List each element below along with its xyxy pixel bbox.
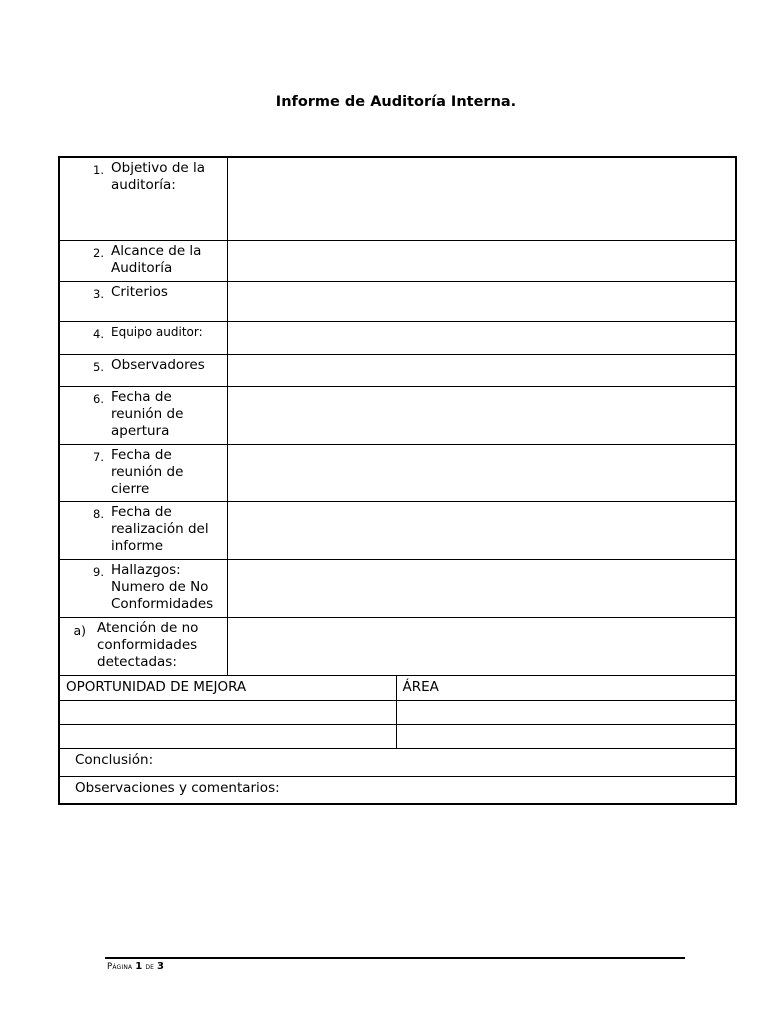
page-total: 3: [157, 961, 165, 972]
field-label: [59, 617, 227, 675]
field-label: [59, 559, 227, 617]
field-label: [59, 321, 227, 354]
atencion-field[interactable]: [227, 617, 736, 675]
oportunidad-field[interactable]: [59, 700, 396, 724]
oportunidad-field[interactable]: [59, 724, 396, 748]
page-word: Página: [107, 962, 133, 972]
conclusion-field[interactable]: [59, 748, 736, 776]
improvement-row: [59, 724, 736, 748]
item-number: 6.: [93, 391, 104, 406]
item-label: Fecha de realización del informe: [111, 503, 209, 554]
observations-field[interactable]: [59, 776, 736, 804]
item-label: Equipo auditor:: [111, 324, 203, 339]
equipo-field[interactable]: [227, 321, 736, 354]
hallazgos-field[interactable]: [227, 559, 736, 617]
form-row-atencion: [59, 617, 736, 675]
field-label: [59, 354, 227, 386]
objetivo-field[interactable]: [227, 157, 736, 240]
conclusion-label: Conclusión:: [75, 751, 154, 768]
form-row-cierre: [59, 444, 736, 501]
area-header: ÁREA: [396, 675, 736, 700]
item-number: 4.: [93, 326, 104, 341]
field-label: [59, 281, 227, 321]
form-row-hallazgos: [59, 559, 736, 617]
field-label: [59, 444, 227, 501]
item-number: 3.: [93, 286, 104, 301]
area-field[interactable]: [396, 724, 736, 748]
item-label: Hallazgos: Numero de No Conformidades: [111, 561, 214, 612]
form-row-objetivo: [59, 157, 736, 240]
form-row-alcance: [59, 240, 736, 281]
item-number: 9.: [93, 564, 104, 579]
item-label: Fecha de reunión de apertura: [111, 388, 184, 439]
audit-report-form: [58, 156, 737, 805]
item-letter: a): [73, 622, 86, 638]
field-label: [59, 386, 227, 444]
item-number: 7.: [93, 449, 104, 464]
item-label: Observadores: [111, 356, 205, 373]
form-row-observadores: [59, 354, 736, 386]
of-word: de: [145, 962, 155, 972]
improvement-header-row: [59, 675, 736, 700]
alcance-field[interactable]: [227, 240, 736, 281]
form-row-apertura: [59, 386, 736, 444]
item-number: 5.: [93, 359, 104, 374]
page-footer: [107, 961, 164, 972]
item-label: Alcance de la Auditoría: [111, 242, 202, 276]
item-number: 1.: [93, 163, 104, 177]
field-label: [59, 501, 227, 559]
item-number: 8.: [93, 506, 104, 521]
page-number: 1: [135, 961, 143, 972]
observations-label: Observaciones y comentarios:: [75, 779, 280, 796]
conclusion-row: [59, 748, 736, 776]
criterios-field[interactable]: [227, 281, 736, 321]
field-label: [59, 157, 227, 240]
observations-row: [59, 776, 736, 804]
form-row-equipo: [59, 321, 736, 354]
apertura-field[interactable]: [227, 386, 736, 444]
cierre-field[interactable]: [227, 444, 736, 501]
item-label: Objetivo de la auditoría:: [111, 160, 206, 193]
form-row-criterios: [59, 281, 736, 321]
item-label: Criterios: [111, 283, 168, 300]
document-title: Informe de Auditoría Interna.: [275, 94, 517, 110]
improvement-row: [59, 700, 736, 724]
item-label: Fecha de reunión de cierre: [111, 446, 184, 497]
area-field[interactable]: [396, 700, 736, 724]
informe-field[interactable]: [227, 501, 736, 559]
form-row-informe: [59, 501, 736, 559]
item-label: Atención de no conformidades detectadas:: [97, 619, 199, 670]
item-number: 2.: [93, 245, 104, 260]
field-label: [59, 240, 227, 281]
footer-divider: [105, 957, 685, 959]
observadores-field[interactable]: [227, 354, 736, 386]
oportunidad-header: OPORTUNIDAD DE MEJORA: [59, 675, 396, 700]
